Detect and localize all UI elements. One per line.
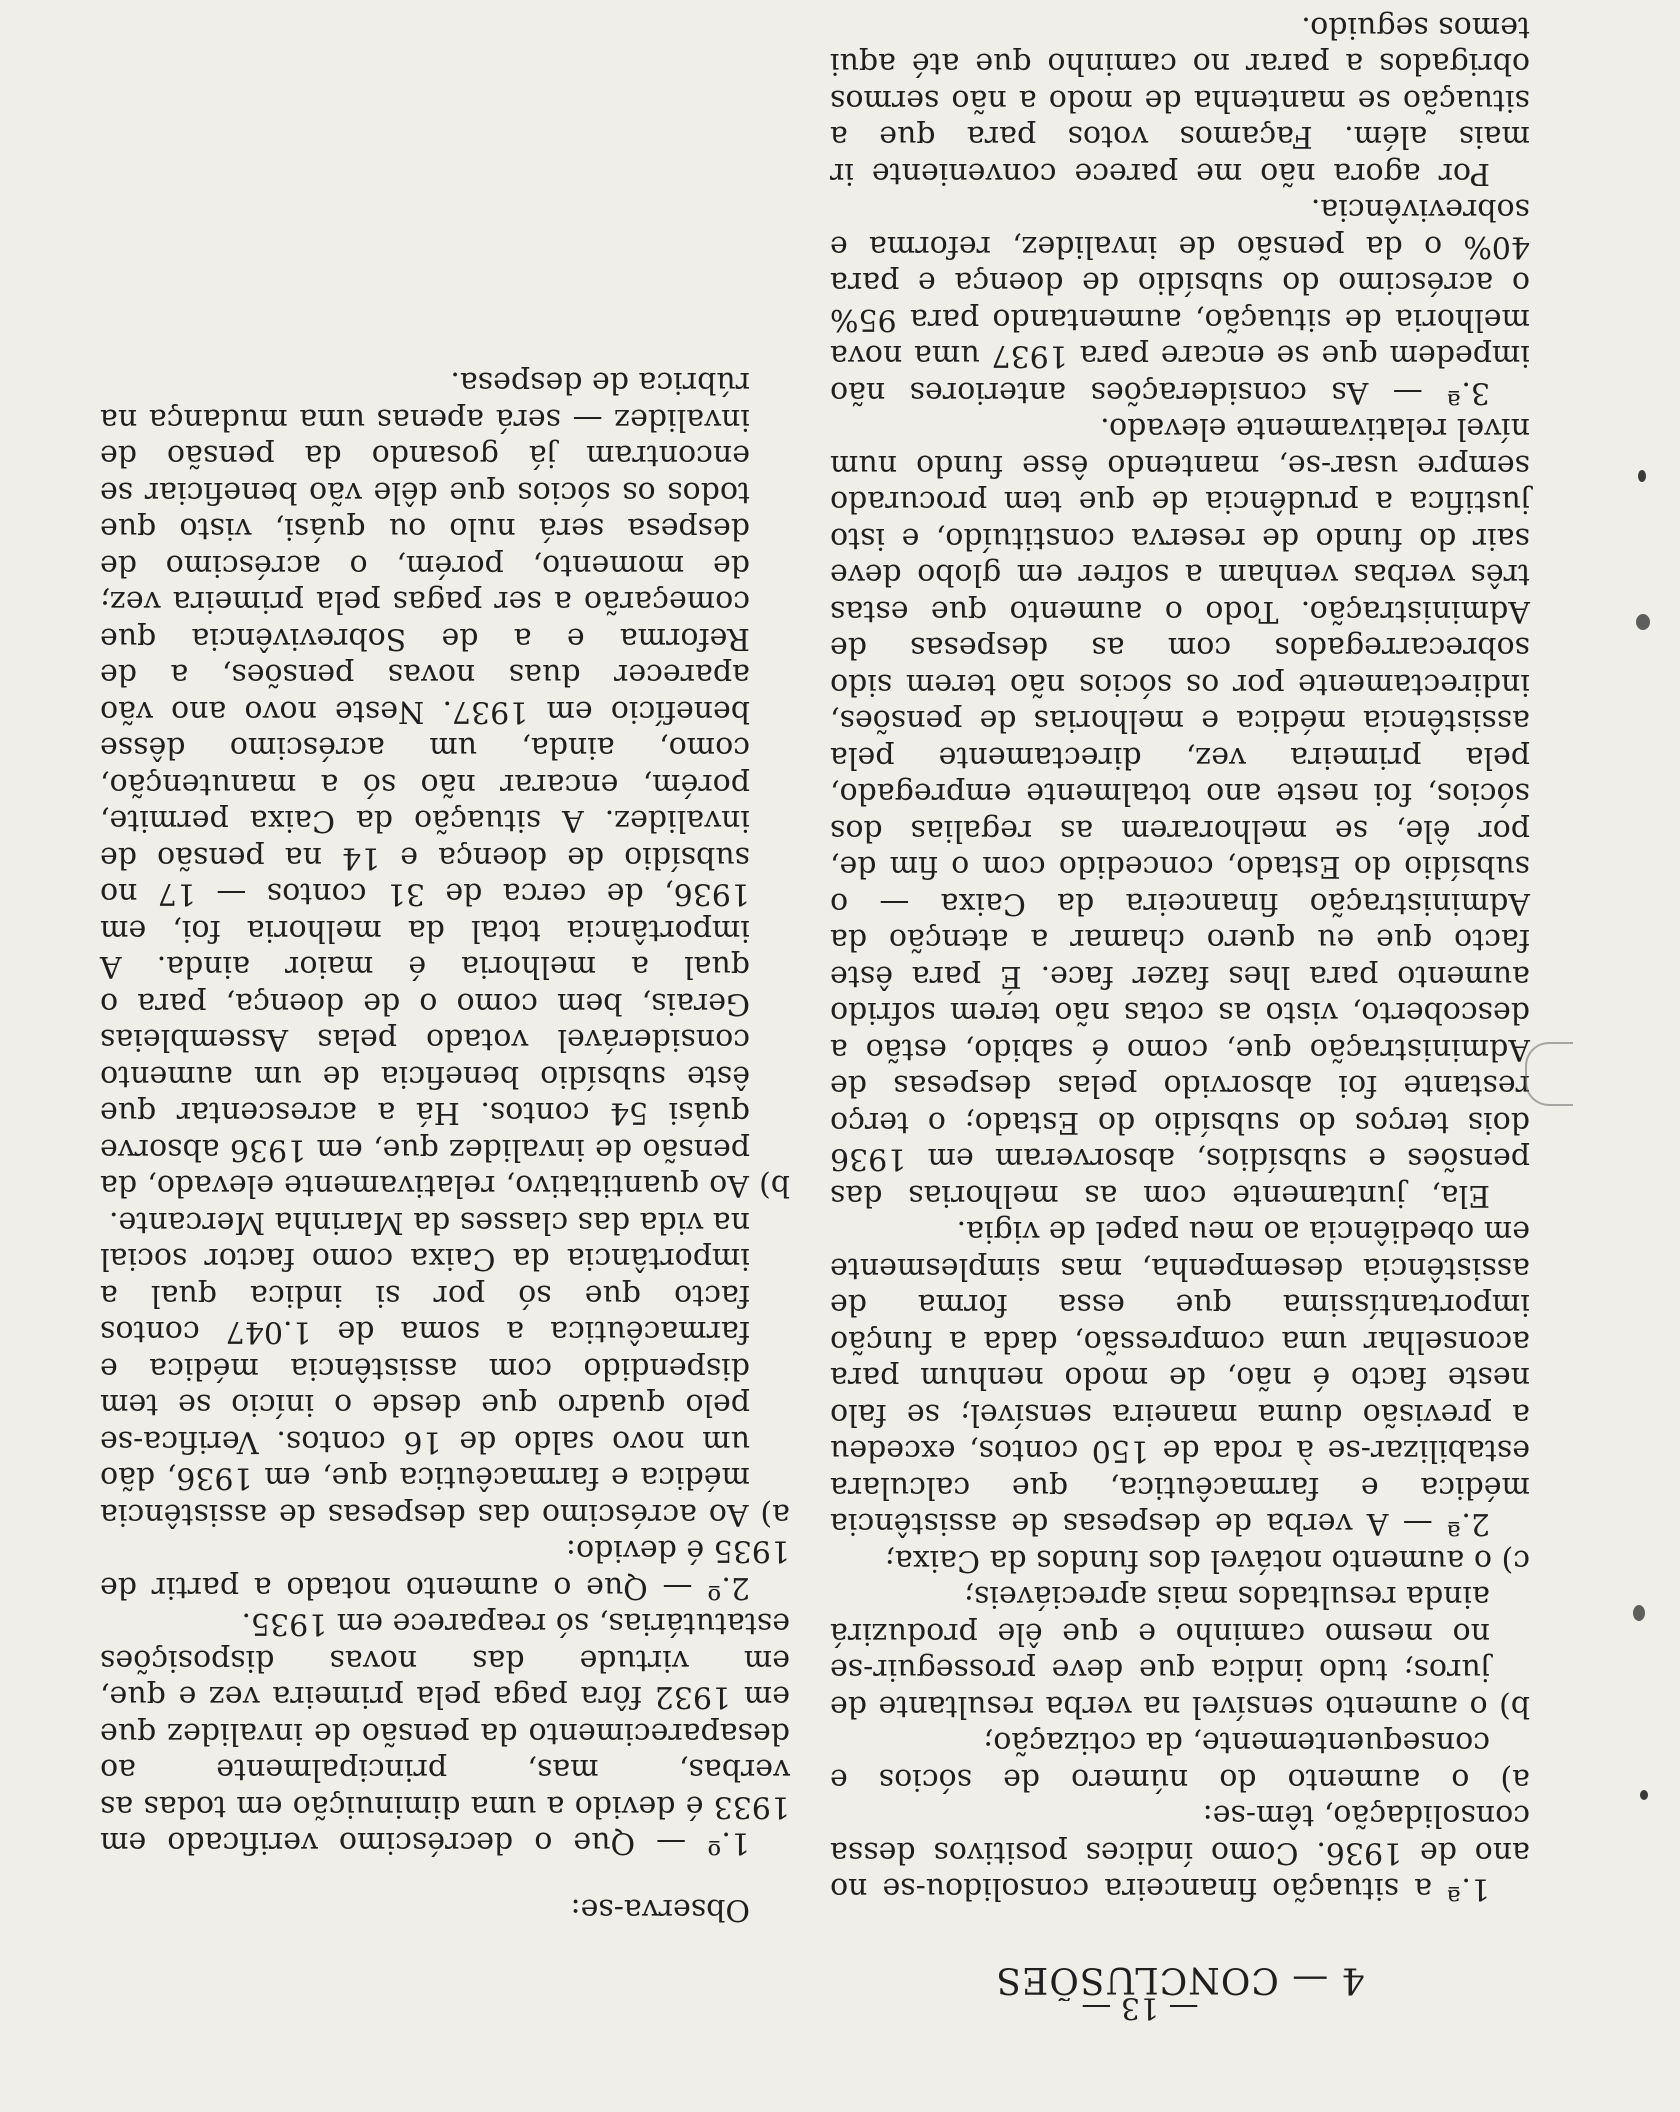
conclusion-1-item-c: c) o aumento notável dos fundos da Caixa; — [884, 1543, 1530, 1578]
conclusion-1: 1.ª a situação financeira consolidou-se no ano de 1936. Como índices positivos dessa consolidação, têm-se: — [830, 1798, 1530, 1907]
handwritten-bracket-mark — [1525, 1042, 1573, 1106]
observation-2-item-b: b) Ao quantitativo, relativamente elevado, da pensão de invalidez que, em 1936 absorve quási 54 contos. Há a acrescentar que êste subsídio beneficia de um aumento considerável votado pelas Assembleias Gerais, bem como o de doença, para o qual a melhoria é maior ainda. A importância total da melhoria foi, em 1936, de cerca de 31 contos — 17 no subsídio de doença e 14 na pensão de invalidez. A situação da Caixa permite, porém, encarar não só a manutenção, como, ainda, um acréscimo dêsse benefício em 1937. Neste novo ano vão aparecer duas novas pensões, a de Reforma e a de Sobrevivência que começarão a ser pagas pela primeira vez; de momento, porém, o acréscimo de despesa será nulo ou quási, visto que todos os sócios que dêle vão beneficiar se encontram já gosando da pensão de invalidez — será apenas uma mudança na rúbrica de despesa. — [100, 365, 790, 1204]
conclusion-2: 2.ª — A verba de despesas de assistência médica e farmacêutica, que calculara estabilizar-se à roda de 150 contos, excedeu a previsão duma maneira sensível; se falo neste facto é não, de modo nenhum para aconselhar uma compressão, dada a função importantíssima que essa forma de assistência desempenha, mas simplesmente em obediência ao meu papel de vigia. — [830, 1214, 1530, 1542]
ink-blot-mark — [1640, 1790, 1648, 1800]
observation-2-item-a: a) Ao acréscimo das despesas de assistência médica e farmacêutica que, em 1936, dão um novo saldo de 16 contos. Verifica-se pelo quadro que desde o início se tem dispendido com assistência médica e farmacêutica a soma de 1.047 contos facto que só por si indica qual a importância da Caixa como factor social na vida das classes da Marinha Mercante. — [100, 1205, 790, 1532]
right-column — [100, 364, 790, 1927]
closing-paragraph: Por agora não me parece conveniente ir mais além. Façamos votos para que a situação se mantenha de modo a não sermos obrigados a parar no caminho que até aqui temos seguido. — [830, 10, 1530, 191]
observation-2: 2.º — Que o aumento notado a partir de 1935 é devido: — [100, 1533, 790, 1605]
conclusion-1-item-b: b) o aumento sensível na verba resultante de juros; tudo indica que deve prosseguir-se no mesmo caminho e que êle produzirá ainda resultados mais apreciáveis; — [830, 1579, 1530, 1724]
conclusion-2-continued: Ela, juntamente com as melhorias das pensões e subsídios, absorveram em 1936 dois terços do subsídio do Estado; o terço restante foi absorvido pelas despesas de Administração que, como é sabido, estão a descoberto, visto as cotas não terem sofrido aumento para lhes fazer face. É para êste facto que eu quero chamar a atenção da Administração financeira da Caixa — o subsídio do Estado, concedido com o fim de, por êle, se melhorarem as regalias dos sócios, foi neste ano totalmente empregado, pela primeira vez, directamente pela assistência médica e melhorias de pensões, indirectamente por os sócios não terem sido sobrecarregados com as despesas de Administração. Todo o aumento que estas três verbas venham a sofrer em globo deve sair do fundo de reserva constituído, e isto justifica a prudência de que tem procurado sempre usar-se, mantendo êsse fundo num nível relativamente elevado. — [830, 411, 1530, 1213]
observation-1: 1.º — Que o decréscimo verificado em 1933 é devido a uma diminuição em todas as verbas, mas, principalmente ao desaparecimento da pensão de invalidez que em 1932 fôra paga pela primeira vez e que, em virtude das novas disposições estatutárias, só reaparece em 1935. — [100, 1606, 790, 1861]
left-column — [830, 0, 1530, 2000]
ink-blot-mark — [1638, 470, 1646, 482]
section-heading: 4 — CONCLUSÕES — [995, 1959, 1365, 2000]
page-number: — 13 — — [1081, 1990, 1199, 2025]
conclusion-1-item-a: a) o aumento do número de sócios e consequentemente, da cotização; — [830, 1725, 1530, 1797]
observation-intro: Observa-se: — [570, 1892, 750, 1927]
ink-blot-mark — [1633, 1605, 1645, 1621]
ink-blot-mark — [1636, 614, 1650, 630]
conclusion-3: 3.ª — As considerações anteriores não impedem que se encare para 1937 uma nova melhoria de situação, aumentando para 95% o acréscimo do subsídio de doença e para 40% o da pensão de invalidez, reforma e sobrevivência. — [830, 192, 1530, 410]
